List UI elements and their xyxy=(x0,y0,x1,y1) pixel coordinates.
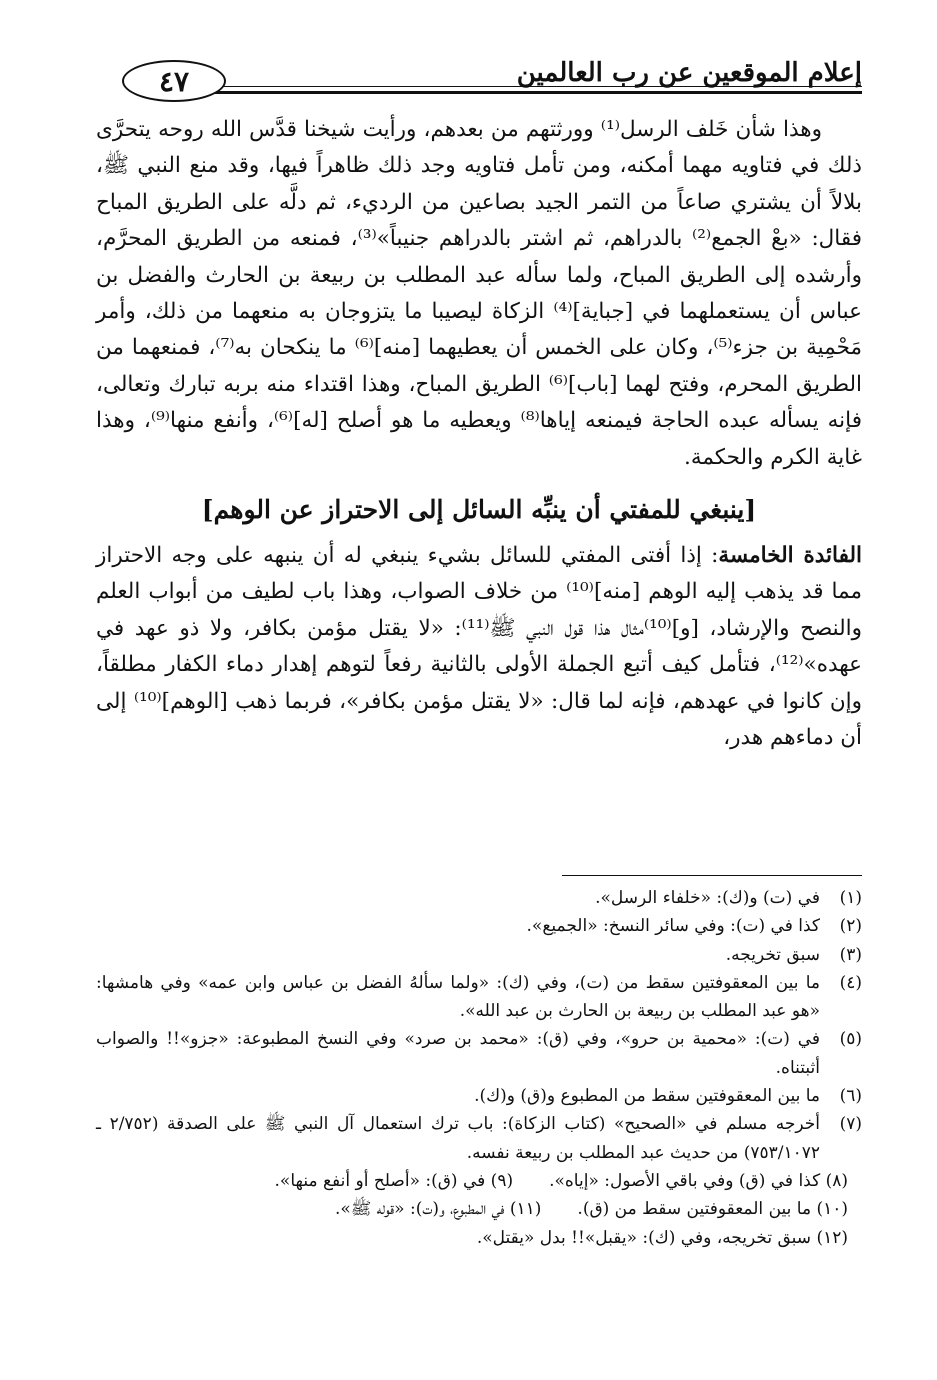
footnote-inline: (١٢) سبق تخريجه، وفي (ك): «يقبل»!! بدل «يقتل». xyxy=(476,1227,848,1248)
footnote-row xyxy=(96,1167,862,1195)
footnote-text: في (ت) و(ك): «خلفاء الرسل». xyxy=(595,888,820,908)
header-rule-thin xyxy=(198,86,862,87)
header-rule-thick xyxy=(198,91,862,94)
footnote xyxy=(96,1110,862,1167)
footnote-text: أخرجه مسلم في «الصحيح» (كتاب الزكاة): باب ترك استعمال آل النبي ﷺ على الصدقة (٢/٧٥٢ ـ ٧٥٣/١٠٧٢) من حديث عبد المطلب بن ربيعة نفسه. xyxy=(96,1114,820,1163)
footnote-row xyxy=(96,1195,862,1223)
footnote-separator xyxy=(562,875,862,876)
footnote-number: (٤) xyxy=(839,972,862,993)
footnote-number: (٧) xyxy=(839,1114,862,1135)
paragraph-2-lead: الفائدة الخامسة xyxy=(718,543,862,569)
section-heading: [ينبغي للمفتي أن ينبِّه السائل إلى الاحتراز عن الوهم] xyxy=(201,495,757,525)
footnote xyxy=(96,1082,862,1110)
footnotes xyxy=(96,884,862,1252)
running-title: إعلام الموقعين عن رب العالمين xyxy=(516,58,862,88)
footnote-text: في (ت): «محمية بن حرو»، وفي (ق): «محمد بن صرد» وفي النسخ المطبوعة: «جزو»!! والصواب أثبتناه. xyxy=(96,1029,820,1078)
footnote-inline: (٩) في (ق): «أصلح أو أنفع منها». xyxy=(274,1170,514,1191)
footnote-number: (٦) xyxy=(839,1086,862,1107)
footnote xyxy=(96,969,862,1026)
footnote-text: ما بين المعقوفتين سقط من (ت)، وفي (ك): «ولما سألهُ الفضل بن عباس وابن عمه» وفي هامشها: «هو عبد المطلب بن ربيعة بن الحارث بن عبد الله». xyxy=(96,972,820,1022)
footnote-inline: (١١) في المطبوع، و(ت): «قوله ﷺ». xyxy=(335,1199,542,1220)
footnote xyxy=(96,1025,862,1082)
page-number: ٤٧ xyxy=(122,60,226,102)
footnote-text: ما بين المعقوفتين سقط من المطبوع و(ق) و(ك). xyxy=(474,1086,820,1107)
footnote-number: (١) xyxy=(839,888,862,908)
paragraph-1: وهذا شأن خَلف الرسل⁽¹⁾ وورثتهم من بعدهم، ورأيت شيخنا قدَّس الله روحه يتحرَّى ذلك في فتاويه مهما أمكنه، ومن تأمل فتاويه وجد ذلك ظاهراً فيها، وقد منع النبي ﷺ، بلالاً أن يشتري صاعاً من التمر الجيد بصاعين من الرديء، ثم دلَّه على الطريق المباح فقال: «بعْ الجمع⁽²⁾ بالدراهم، ثم اشتر بالدراهم جنيباً»⁽³⁾، فمنعه من الطريق المحرَّم، وأرشده إلى الطريق المباح، ولما سأله عبد المطلب بن ربيعة بن الحارث والفضل بن عباس أن يستعملهما في [جباية]⁽⁴⁾ الزكاة ليصيبا ما يتزوجان به منعهما من ذلك، وأمر مَحْمِية بن جزء⁽⁵⁾، وكان على الخمس أن يعطيهما [منه]⁽⁶⁾ ما ينكحان به⁽⁷⁾، فمنعهما من الطريق المحرم، وفتح لهما [باب]⁽⁶⁾ الطريق المباح، وهذا اقتداء منه بربه تبارك وتعالى، فإنه يسأله عبده الحاجة فيمنعه إياها⁽⁸⁾ ويعطيه ما هو أصلح [له]⁽⁶⁾، وأنفع منها⁽⁹⁾، وهذا غاية الكرم والحكمة. xyxy=(96,117,863,470)
footnote-text: كذا في (ت): وفي سائر النسخ: «الجميع». xyxy=(526,916,820,937)
footnote xyxy=(96,884,862,912)
footnote xyxy=(96,912,862,940)
footnote-number: (٣) xyxy=(839,944,862,965)
footnote-inline: (٨) كذا في (ق) وفي باقي الأصول: «إياه». xyxy=(549,1170,848,1191)
footnote-row xyxy=(96,1224,862,1252)
paragraph-2-text: : إذا أفتى المفتي للسائل بشيء ينبغي له أن ينبهه على وجه الاحتراز مما قد يذهب إليه الوهم [منه]⁽¹⁰⁾ من خلاف الصواب، وهذا باب لطيف من أبواب العلم والنصح والإرشاد، [و]⁽¹⁰⁾مثال هذا قول النبي ﷺ⁽¹¹⁾: «لا يقتل مؤمن بكافر، ولا ذو عهد في عهده»⁽¹²⁾، فتأمل كيف أتبع الجملة الأولى بالثانية رفعاً لتوهم إهدار دماء الكفار مطلقاً، وإن كانوا في عهدهم، فإنه لما قال: «لا يقتل مؤمن بكافر»، فربما ذهب [الوهم]⁽¹⁰⁾ إلى أن دماءهم هدر، xyxy=(96,543,862,751)
main-text xyxy=(96,112,862,757)
paragraph-2 xyxy=(96,538,862,756)
footnote xyxy=(96,941,862,969)
footnote-inline: (١٠) ما بين المعقوفتين سقط من (ق). xyxy=(577,1199,848,1220)
footnote-number: (٥) xyxy=(839,1029,862,1050)
footnote-number: (٢) xyxy=(839,916,862,937)
page-header xyxy=(88,46,862,96)
footnote-text: سبق تخريجه. xyxy=(725,944,820,965)
